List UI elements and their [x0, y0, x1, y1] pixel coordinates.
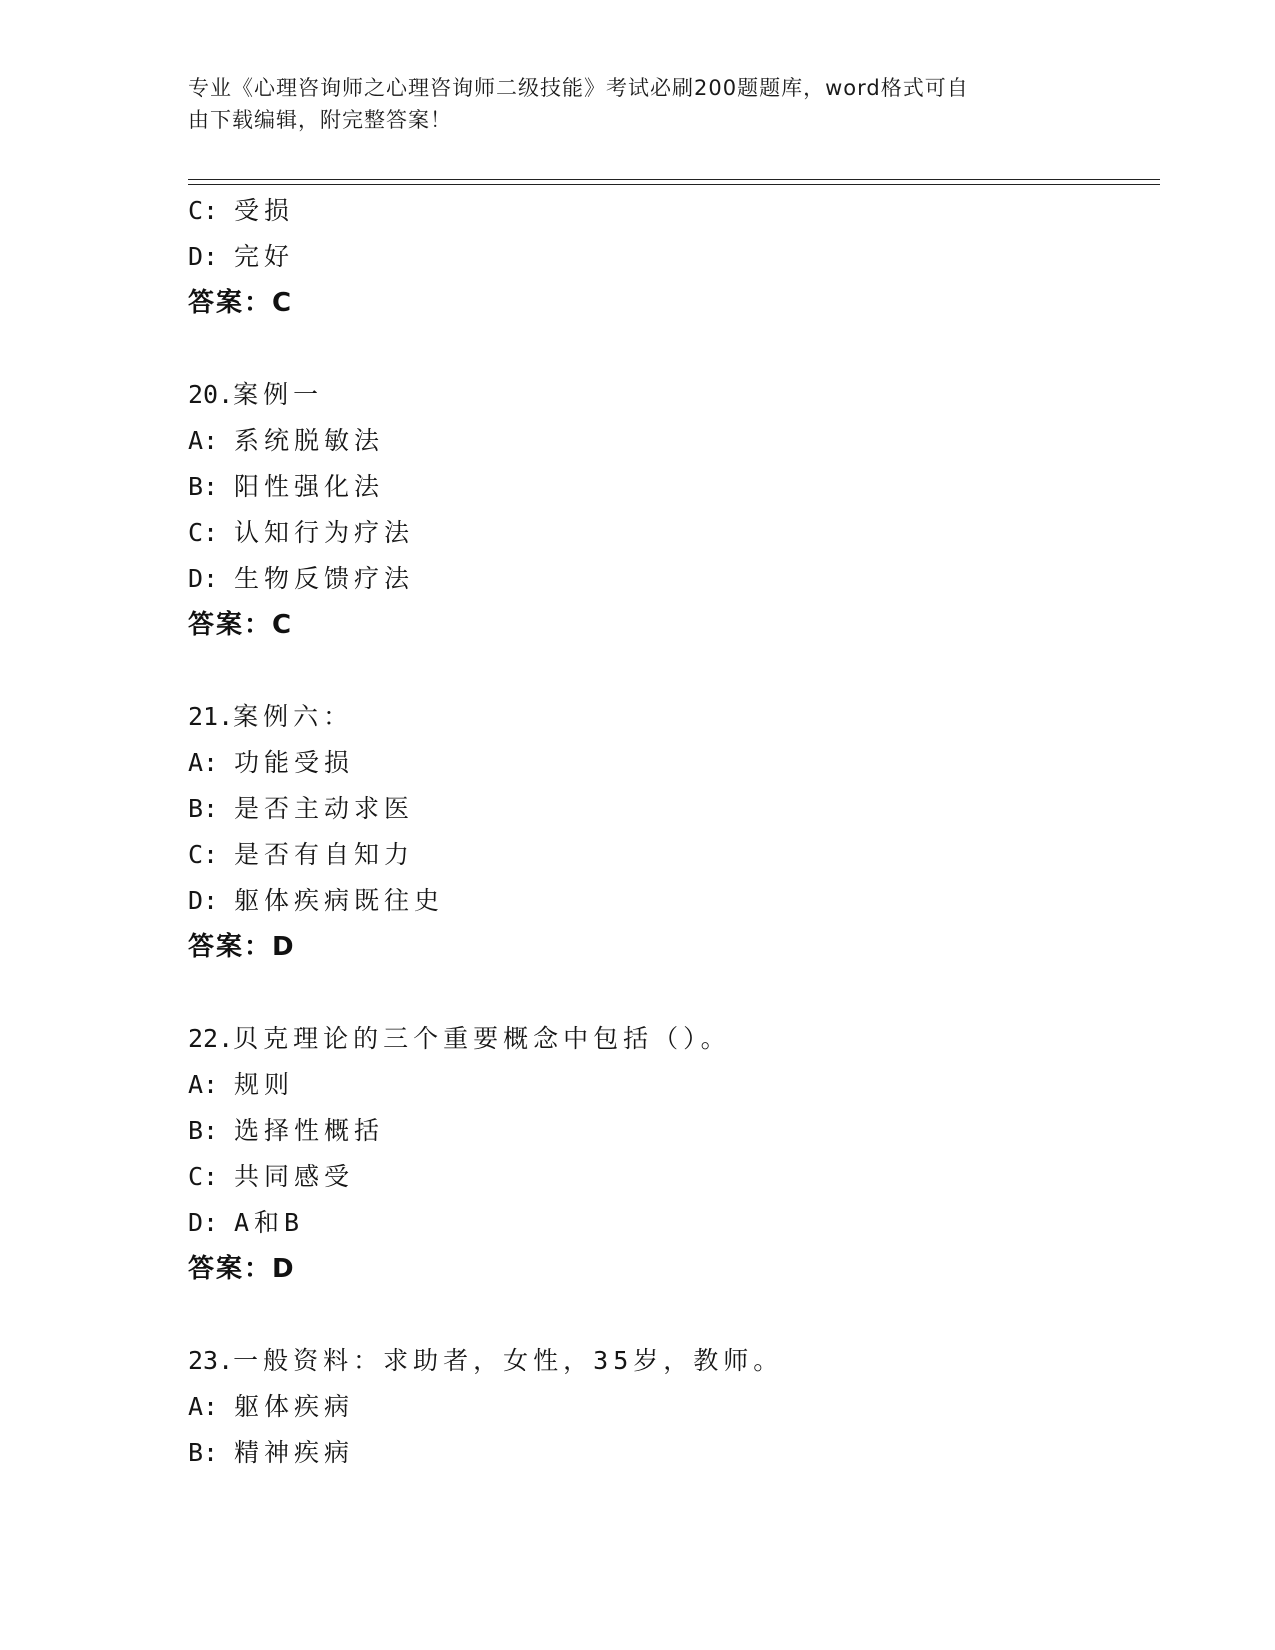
- question-text: 一般资料：求助者，女性，35岁，教师。: [233, 1346, 784, 1375]
- question-number: 22.: [188, 1024, 234, 1053]
- option-a: [188, 740, 1158, 786]
- document-header: [188, 72, 1068, 136]
- question-number: 20.: [188, 380, 234, 409]
- option-text: 躯体疾病既往史: [234, 886, 445, 915]
- prev-question-block: [188, 188, 1158, 326]
- option-text: 躯体疾病: [234, 1392, 355, 1421]
- option-a: [188, 1062, 1158, 1108]
- option-letter: B:: [188, 1116, 219, 1145]
- option-text: 选择性概括: [234, 1116, 385, 1145]
- question-stem: [188, 694, 1158, 740]
- option-text: 受损: [234, 196, 295, 225]
- option-text: 是否有自知力: [234, 840, 415, 869]
- option-letter: C:: [188, 196, 219, 225]
- option-b: [188, 1430, 1158, 1476]
- question-stem: [188, 1338, 1158, 1384]
- option-d: [188, 556, 1158, 602]
- answer-line: 答案：C: [188, 610, 294, 640]
- option-text: 系统脱敏法: [234, 426, 385, 455]
- option-letter: B:: [188, 794, 219, 823]
- option-letter: D:: [188, 564, 219, 593]
- question-number: 21.: [188, 702, 234, 731]
- option-b: [188, 1108, 1158, 1154]
- answer-line: 答案：D: [188, 932, 296, 962]
- question-stem: [188, 1016, 1158, 1062]
- option-c: [188, 188, 1158, 234]
- option-letter: B:: [188, 1438, 219, 1467]
- question-stem: [188, 372, 1158, 418]
- option-text: 阳性强化法: [234, 472, 385, 501]
- option-letter: D:: [188, 242, 219, 271]
- option-letter: C:: [188, 1162, 219, 1191]
- question-number: 23.: [188, 1346, 234, 1375]
- question-22: [188, 1016, 1158, 1292]
- option-letter: A:: [188, 426, 219, 455]
- header-divider-bottom: [188, 184, 1160, 185]
- option-letter: D:: [188, 886, 219, 915]
- option-text: A和B: [234, 1208, 305, 1237]
- option-text: 完好: [234, 242, 295, 271]
- option-letter: A:: [188, 1392, 219, 1421]
- answer-line: 答案：C: [188, 288, 294, 318]
- question-text: 贝克理论的三个重要概念中包括（）。: [233, 1024, 731, 1053]
- option-c: [188, 832, 1158, 878]
- option-letter: A:: [188, 748, 219, 777]
- question-text: 案例六：: [233, 702, 354, 731]
- header-divider-top: [188, 179, 1160, 180]
- option-letter: A:: [188, 1070, 219, 1099]
- option-d: [188, 878, 1158, 924]
- question-text: 案例一: [233, 380, 324, 409]
- option-text: 生物反馈疗法: [234, 564, 415, 593]
- option-a: [188, 418, 1158, 464]
- option-text: 精神疾病: [234, 1438, 355, 1467]
- option-d: [188, 1200, 1158, 1246]
- option-letter: C:: [188, 840, 219, 869]
- option-text: 认知行为疗法: [234, 518, 415, 547]
- option-c: [188, 1154, 1158, 1200]
- option-b: [188, 786, 1158, 832]
- question-20: [188, 372, 1158, 648]
- option-text: 共同感受: [234, 1162, 355, 1191]
- answer-line: 答案：D: [188, 1254, 296, 1284]
- option-b: [188, 464, 1158, 510]
- option-a: [188, 1384, 1158, 1430]
- header-line-2: 由下载编辑，附完整答案！: [188, 108, 452, 132]
- option-d: [188, 234, 1158, 280]
- question-21: [188, 694, 1158, 970]
- option-c: [188, 510, 1158, 556]
- question-23: [188, 1338, 1158, 1476]
- option-letter: B:: [188, 472, 219, 501]
- option-letter: C:: [188, 518, 219, 547]
- header-line-1: 专业《心理咨询师之心理咨询师二级技能》考试必刷200题题库，word格式可自: [188, 76, 969, 100]
- option-letter: D:: [188, 1208, 219, 1237]
- option-text: 功能受损: [234, 748, 355, 777]
- option-text: 规则: [234, 1070, 295, 1099]
- question-list: [188, 188, 1158, 1476]
- option-text: 是否主动求医: [234, 794, 415, 823]
